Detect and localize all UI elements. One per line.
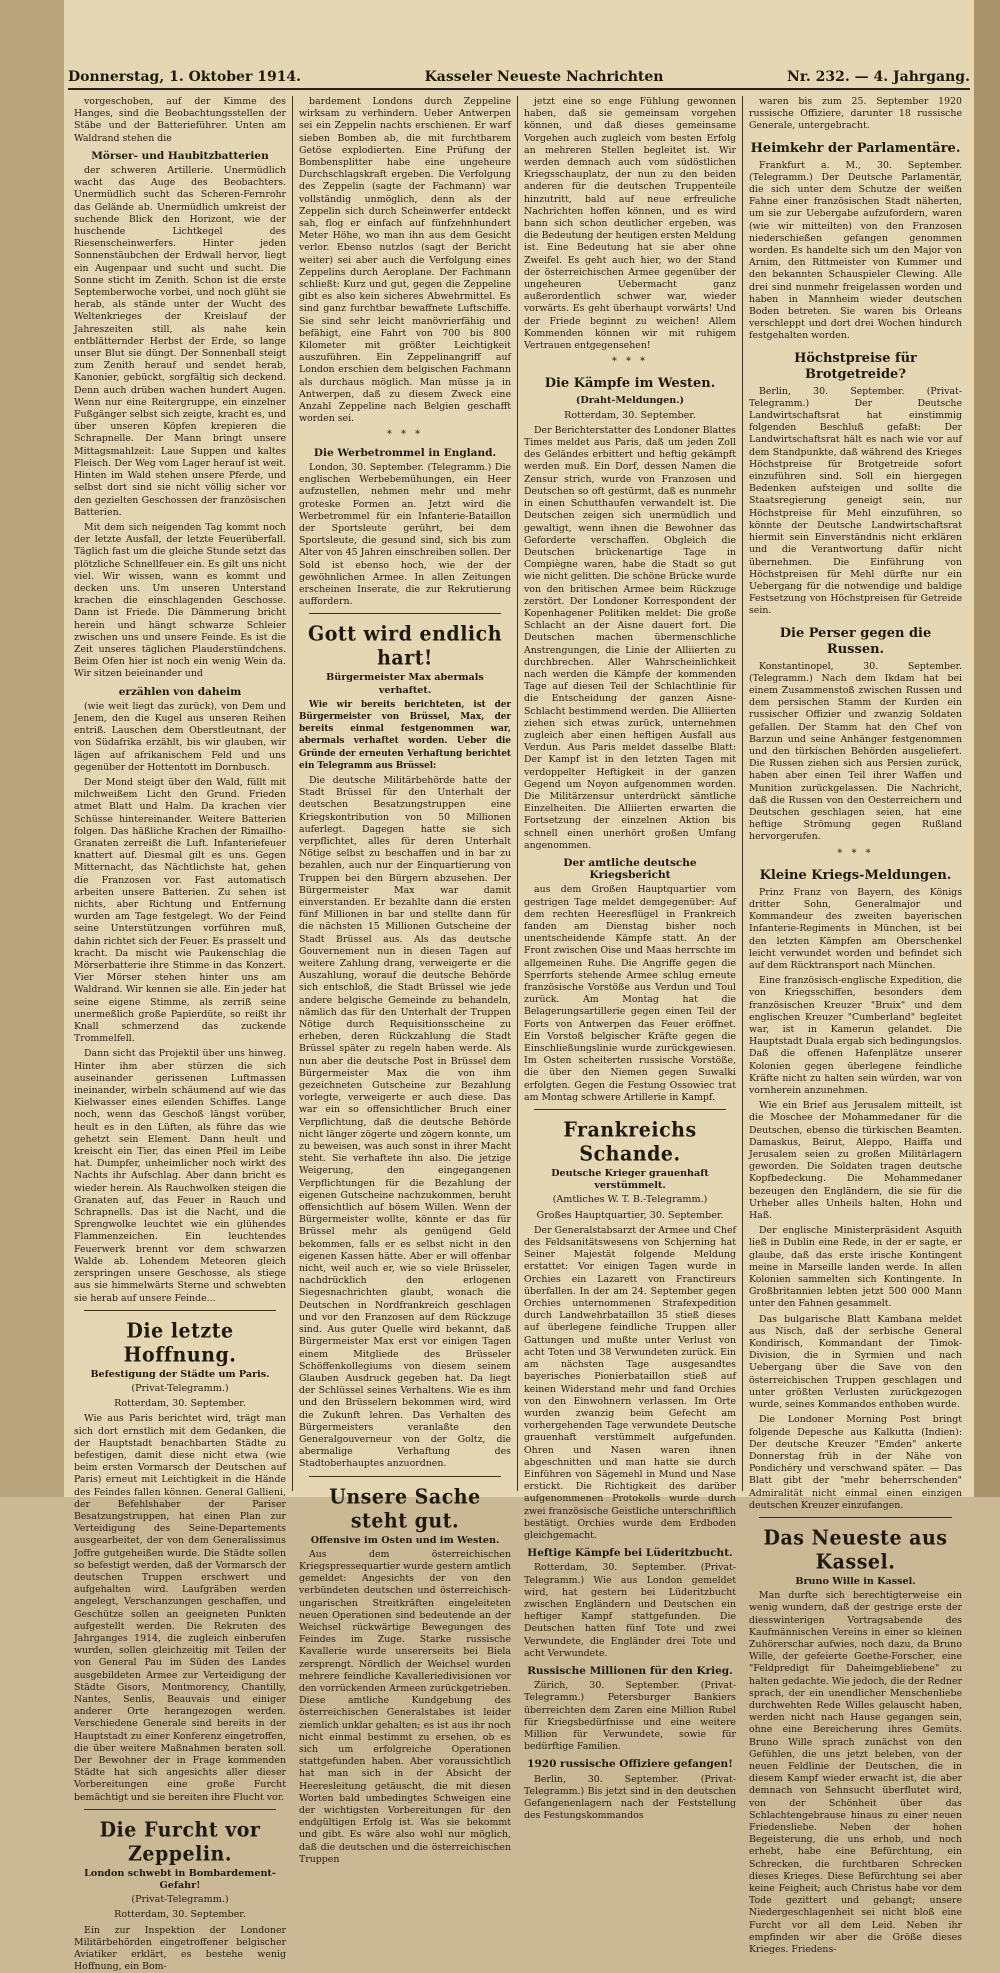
paragraph: Berlin, 30. September. (Privat-Telegramm.) Der Deutsche Landwirtschaftsrat hat einstimmig folgenden Beschluß gefaßt: Der Landwirtschaftsrat hält es nach wie vor auf dem Standpunkte, daß während des Krieges Höchstpreise für Brotgetreide sofort einzuführen sind. Soll ein hiergegen Bedenken aufsteigen und sollte die Staatsregierung geneigt sein, nur Höchstpreise für Mehl einzuführen, so könnte der Deutsche Landwirtschaftsrat hiermit sein Einverständnis nicht erklären und die Verantwortung dafür nicht übernehmen. Die Einführung von Höchstpreisen für Mehl dürfte nur ein Uebergang für die notwendige und baldige Festsetzung von Höchstpreisen für Getreide sein. xyxy=(749,385,962,617)
paragraph: Aus dem österreichischen Kriegspressequartier wurde gestern amtlich gemeldet: Angesichts der von den verbündeten deutschen und österreichisch-ungarischen Streitkräften eingeleiteten neuen Operationen sind bedeutende an der Weichsel rückwärtige Bewegungen des Feindes im Zuge. Starke russische Kavallerie wurde unsererseits bei Biela zersprengt. Nördlich der Weichsel wurden mehrere feindliche Kavalleriedivisionen vor den vorrückenden Armeen zurückgetrieben. Diese amtliche Kundgebung des österreichischen Generalstabes ist leider ziemlich unklar gehalten; es ist aus ihr noch nicht einmal bestimmt zu ersehen, ob es sich um erfolgreiche Operationen stattgefunden haben. Aber voraussichtlich hat man sich in der Absicht der Heeresleitung getäuscht, die mit diesen Worten bald umbedingtes Schweigen eine der wichtigsten Vorbereitungen für den endgültigen Erfolg ist. Was sie bekommt und gibt. Es wäre also wohl nur möglich, daß die deutschen und die österreichischen Truppen xyxy=(299,1548,511,1865)
article-source: (Privat-Telegramm.) xyxy=(131,1382,229,1394)
paragraph: Prinz Franz von Bayern, des Königs dritter Sohn, Generalmajor und Kommandeur des zweiten bayerischen Infanterie-Regiments in München, ist bei den letzten Kämpfen am Oberschenkel leicht verwundet worden und befindet sich auf dem Rücktransport nach München. xyxy=(749,886,962,971)
column-2 xyxy=(293,96,518,1865)
column-4 xyxy=(743,96,968,1956)
divider xyxy=(309,1476,501,1477)
article-headline: Höchstpreise für Brotgetreide? xyxy=(794,350,917,382)
paragraph: Der Berichterstatter des Londoner Blattes Times meldet aus Paris, daß um jeden Zoll des Geländes erbittert und heftig gekämpft werden muß. Ein Dorf, dessen Namen die Zensur strich, wurde von Franzosen und Deutschen so oft gestürmt, daß es nunmehr in einen Schutthaufen verwandelt ist. Die Deutschen zeigen sich unermüdlich und gewaltigt, wenn ihnen die Bewohner das Geforderte verschaffen. Obgleich die Deutschen brückenartige Tage in Compiègne waren, habe die Stadt so gut wie nicht gelitten. Die schöne Brücke wurde von den britischen Armee beim Rückzuge zerstört. Der Londoner Korrespondent der Kopenhagener Politiken meldet: Die große Schlacht an der Aisne dauert fort. Die Deutschen machen übermenschliche Anstrengungen, die Linie der Alliierten zu durchbrechen. Aller Wahrscheinlichkeit nach werden die Kämpfe der kommenden Tage auf diesen Teil der Schlachtlinie für die Entscheidung der ganzen Aisne-Schlacht bestimmend werden. Die Alliierten ziehen sich etwas zurück, unternehmen zugleich aber einen heftigen Ausfall aus Verdun. Aus Paris meldet dasselbe Blatt: Der Kampf ist in den letzten Tagen mit verdoppelter Heftigkeit in der ganzen Gegend um Noyon aufgenommen worden. Die Militärzensur unterdrückt sämtliche Einzelheiten. Die Alliierten erwarten die Fortsetzung der einzelnen Aktion bis schnell einen unerhört großen Umfang angenommen. xyxy=(524,424,736,851)
column-3 xyxy=(518,96,743,1822)
paragraph: bardement Londons durch Zeppeline wirksam zu verhindern. Ueber Antwerpen sei ein Zeppelin nachts erschienen. Er warf sieben Bomben ab, die mit furchtbarem Getöse explodierten. Eine Prüfung der Bombensplitter habe eine ungeheure Durchschlagskraft ergeben. Die Verfolgung des Zeppelin (sagte der Fachmann) war vollständig unmöglich, denn als der Zeppelin sich durch Scheinwerfer entdeckt sah, flog er einfach auf fünfzehnhundert Meter Höhe, wo man ihn aus dem Gesicht verlor. Ebenso nutzlos (sagt der Bericht weiter) sei aber auch die Verfolgung eines Zeppelins durch Aeroplane. Der Fachmann schließt: Kurz und gut, gegen die Zeppeline gibt es also kein sicheres Abwehrmittel. Es sind ganz furchtbar bewaffnete Luftschiffe. Sie sind sehr leicht manövrierfähig und befähigt, eine Fahrt von 700 bis 800 Kilometer mit größter Leichtigkeit auszuführen. Ein Zeppelinangriff auf London erschien dem belgischen Fachmann als durchaus möglich. Man müsse ja in Antwerpen, daß zu diesem Zweck eine Anzahl Zeppeline nach Belgien geschafft worden sei. xyxy=(299,96,511,425)
divider xyxy=(84,1310,276,1311)
subheading: Der amtliche deutsche Kriegsbericht xyxy=(563,856,697,882)
article-deck: Bürgermeister Max abermals verhaftet. xyxy=(326,672,484,696)
divider xyxy=(309,613,501,614)
article-lead: Wie wir bereits berichteten, ist der Bürgermeister von Brüssel, Max, der bereits einmal festgenommen war, abermals verhaftet worden. Ueber die Gründe der erneuten Verhaftung berichtet ein Telegramm aus Brüssel: xyxy=(299,699,511,771)
article-deck: (Draht-Meldungen.) xyxy=(575,395,685,407)
masthead-line xyxy=(68,62,970,90)
paragraph: Der englische Ministerpräsident Asquith ließ in Dublin eine Rede, in der er sagte, er glaube, daß das erste irische Kontingent meine in Marseille landen werde. In allen Kolonien sammelten sich Kontingente. In Großbritannien lebten jetzt 500 000 Mann unter den Fahnen gesammelt. xyxy=(749,1225,962,1310)
article-dateline: Rotterdam, 30. September. xyxy=(564,409,696,421)
columns xyxy=(68,96,970,1973)
page-margin-left xyxy=(0,0,64,1497)
article-headline: Kleine Kriegs-Meldungen. xyxy=(759,867,952,883)
paragraph: Ein zur Inspektion der Londoner Militärbehörden eingetroffener belgischer Aviatiker erklärt, es bestehe wenig Hoffnung, ein Bom- xyxy=(74,1924,286,1973)
article-headline: Gott wird endlich hart! xyxy=(307,622,503,671)
paragraph: Rotterdam, 30. September. (Privat-Telegramm.) Wie aus London gemeldet wird, hat gestern bei Lüderitzbucht zwischen Engländern und Deutschen ein heftiger Kampf stattgefunden. Die Deutschen hatten fünf Tote und zwei Verwundete, die Engländer drei Tote und acht Verwundete. xyxy=(524,1562,736,1659)
paragraph: Das bulgarische Blatt Kambana meldet aus Nisch, daß der serbische General Kondirisch, Kommandant der Timok-Division, die in Syrmien und nach Uebergang über die Save von den österreichischen Truppen geschlagen und unter größten Verlusten zurückgezogen wurde, seines Kommandos enthoben wurde. xyxy=(749,1313,962,1411)
article-headline: Heimkehr der Parlamentäre. xyxy=(750,140,961,156)
paragraph: aus dem Großen Hauptquartier vom gestrigen Tage meldet demgegenüber: Auf dem rechten Heeresflügel in Frankreich fanden am Dienstag bisher noch unentscheidende Kämpfe statt. An der Front zwischen Oise und Maas herrschte im allgemeinen Ruhe. Die Angriffe gegen die Sperrforts stehende Armee schlug erneute französische Vorstöße aus Verdun und Toul zurück. Am Montag hat die Belagerungsartillerie gegen einen Teil der Forts von Antwerpen das Feuer eröffnet. Ein Vorstoß belgischer Kräfte gegen die Einschließungslinie wurde zurückgewiesen. Im Osten scheiterten russische Vorstöße, die über den Niemen gegen Suwalki erfolgten. Gegen die Festung Ossowiec trat am Montag schwere Artillerie in Kampf. xyxy=(524,884,736,1103)
paragraph: London, 30. September. (Telegramm.) Die englischen Werbebemühungen, ein Heer aufzustellen, nehmen mehr und mehr groteske Formen an. Jetzt wird die Werbetrommel für ein Infanterie-Bataillon der Sportsleute gerührt, bei dem Sportsleute, die gesund sind, sich bis zum Alter von 45 Jahren einschreiben sollen. Der Sold ist ebenso hoch, wie der der gewöhnlichen Armee. In allen Zeitungen erscheinen Inserate, die zur Rekrutierung auffordern. xyxy=(299,461,511,608)
subheading: Mörser- und Haubitzbatterien xyxy=(91,149,269,162)
article-headline: Die letzte Hoffnung. xyxy=(123,1318,237,1367)
paragraph: jetzt eine so enge Fühlung gewonnen haben, daß sie gemeinsam vorgehen können, und daß dieses gemeinsame Vorgehen auch zugleich vom besten Erfolg an mehreren Stellen begleitet ist. Wir werden demnach auch vom südöstlichen Kriegsschauplatz, der nun zu den beiden anderen für die deutschen Truppenteile hinzutritt, bald auf neue erfreuliche Nachrichten hoffen können, und es wird bann sich schon deutlicher ergeben, was die Bedeutung der heutigen ersten Meldung ist. Eine Bedeutung hat sie aber ohne Zweifel. Es geht auch hier, wo der Stand der österreichischen Armee gegenüber der ungeheuren Uebermacht ganz außerordentlich schwer war, wieder vorwärts. Es geht überhaupt vorwärts! Und der Friede beginnt zu weichen! Allem Kommenden können wir mit ruhigem Vertrauen entgegensehen! xyxy=(524,96,736,352)
divider xyxy=(759,1517,952,1518)
article-dateline: Rotterdam, 30. September. xyxy=(114,1398,246,1410)
newspaper-title: Kasseler Neueste Nachrichten xyxy=(424,69,664,85)
paragraph: Konstantinopel, 30. September. (Telegramm.) Nach dem Ikdam hat bei einem Zusammenstoß zwischen Russen und dem persischen Stamm der Kurden ein russischer Offizier und zwanzig Soldaten gefallen. Der Stamm hat den Chef von Barzun und seine Anhänger festgenommen und den türkischen Behörden ausgeliefert. Die Russen ziehen sich aus Persien zurück, haben aber einen Teil ihrer Waffen und Munition zurückgelassen. Die Nachricht, daß die Russen von den Oesterreichern und Deutschen geschlagen seien, hat eine heftige Strömung gegen Rußland hervorgerufen. xyxy=(749,660,962,843)
subheading: Russische Millionen für den Krieg. xyxy=(527,1664,733,1677)
column-1 xyxy=(68,96,293,1973)
separator-asterisks: * * * xyxy=(837,847,874,859)
paragraph: vorgeschoben, auf der Kimme des Hanges, sind die Beobachtungsstellen der Stäbe und der Batterieführer. Unten am Waldrand stehen die xyxy=(74,96,286,144)
paragraph: der schweren Artillerie. Unermüdlich wacht das Auge des Beobachters. Unermüdlich sucht das Scheren-Fernrohr das Gelände ab. Unermüdlich umkreist der suchende Blick den Horizont, wie der huschende Lichtkegel des Riesenscheinwerfers. Hinter jeden Sonnenstäubchen der Erdwall hervor, liegt ein Augenpaar und sucht und sucht. Die Sonne sticht im Zenith. Schon ist die erste Septemberwoche vorbei, und noch glüht sie herab, als stände unter der Wucht des Weltenkrieges der Kreislauf der Jahreszeiten still, als nahe kein entblätternder Herbst der Erde, so lange unser Blut sie düngt. Der Sonnenball steigt zum Zenith herauf und sendet herab, Kanonier, gebückt, sorgfältig sich deckend. Denn auch drüben wachen hundert Augen. Wenn nur eine Reitergruppe, ein einzelner Fußgänger selbst sich zeigte, kracht es, und über unseren Köpfen krepieren die Schrapnelle. Der Mann bringt unsere Mittagsmahlzeit: Laue Suppen und kaltes Fleisch. Der Weg vom Lager herauf ist weit. Hinten im Wald stehen unsere Pferde, und selbst dort sind sie nicht völlig sicher vor den gezielten Geschossen der französischen Batterien. xyxy=(74,165,286,518)
article-headline: Frankreichs Schande. xyxy=(563,1117,697,1167)
divider xyxy=(84,1809,276,1810)
paragraph: Man durfte sich berechtigterweise ein wenig wundern, daß der gestrige erste der diesswinterigen Vortragsabende des Kaufmännischen Vereins in einer so kleinen Zuhörerschar aufwies, noch dazu, da Bruno Wille, der gefeierte Goethe-Forscher, eine "Feldpredigt für Daheimgebliebene" zu halten gedachte. Wie jedoch, die der Redner sprach, der ein unendlicher Menschenliebe durchwehten Rede Willes gelauscht haben, werden nicht nach Hause gegangen sein, ohne eine Bereicherung ihres Gemüts. Bruno Wille sprach zunächst von den Gefühlen, die uns jetzt beleben, von der neuen Feldlinie der Deutschen, die in diesem Kampf wieder erwacht ist, die aber demnach von Sehnsucht überflutet wird, von der Schönheit über das Schlachtengebrause hinaus zu einer neuen Friedensliebe. Neben der hohen Begeisterung, die uns erhob, und noch erhebt, habe eine Befürchtung, ein Schrecken, die furchtbaren Schrecken dieses Krieges. Diese Befürchtung sei aber keine Feigheit; auch Christus habe vor dem Tode gezittert und gebangt; unsere Niedergeschlagenheit sei nicht bloß eine Furcht vor all dem Leid. Neben ihr empfinden wir aber die Größe dieses Krieges. Friedens- xyxy=(749,1590,962,1956)
paragraph: (wie weit liegt das zurück), von Dem und Jenem, den die Kugel aus unseren Reihen entriß. Lauschen dem Oberstleutnant, der von Südafrika erzählt, bis wir glauben, wir lägen auf afrikanischem Feld und uns gegenüber der Hottentott im Dornbusch. xyxy=(74,700,286,773)
article-headline: Die Perser gegen die Russen. xyxy=(779,625,932,657)
paragraph: Mit dem sich neigenden Tag kommt noch der letzte Ausfall, der letzte Feuerüberfall. Täglich fast um die gleiche Stunde setzt das plötzliche Schnellfeuer ein. Es gilt uns nicht viel. Wir wissen, wann es kommt und decken uns. Um unseren Unterstand krachen die einschlagenden Geschosse. Dann ist Friede. Die Dämmerung bricht herein und hängt schwarze Schleier zwischen uns und unsere Feinde. Es ist die Zeit unseres täglichen Plauderstündchens. Beim Ofen hier ist noch ein wenig Wein da. Wir sitzen beieinander und xyxy=(74,521,286,680)
paragraph: Berlin, 30. September. (Privat-Telegramm.) Bis jetzt sind in den deutschen Gefangenenlagern nach der Feststellung des Festungskommandos xyxy=(524,1773,736,1822)
separator-asterisks: * * * xyxy=(611,356,649,368)
article-headline: Unsere Sache steht gut. xyxy=(329,1484,481,1533)
article-deck: Befestigung der Städte um Paris. xyxy=(90,1368,270,1380)
subheading: 1920 russische Offiziere gefangen! xyxy=(527,1758,733,1771)
paragraph: Die deutsche Militärbehörde hatte der Stadt Brüssel für den Unterhalt der deutschen Besatzungstruppen eine Kriegskontribution von 50 Millionen auferlegt. Dagegen hatte sie sich verpflichtet, alles für deren Unterhalt Nötige selbst zu beschaffen und in bar zu bezahlen, auch nur der Einquartierung von Truppen bei den Bürgern abzusehen. Der Bürgermeister Max war damit einverstanden. Er bezahlte dann die ersten fünf Millionen in bar und stellte dann für die nächsten 15 Millionen Gutscheine der Stadt Brüssel aus. Als das deutsche Gouvernement nun in diesen Tagen auf weitere Zahlung drang, verweigerte er die Auszahlung, worauf die deutsche Behörde sich entschloß, die Stadt Brüssel wie jede andere belgische Gemeinde zu behandeln, nämlich das für den Unterhalt der Truppen Nötige durch Requisitionsscheine zu erheben, deren Rückzahlung die Stadt Brüssel später zu regeln haben werde. Als nun aber die deutsche Post in Brüssel dem Bürgermeister Max die von ihm gezeichneten Gutscheine zur Bezahlung vorlegte, verweigerte er auch diese. Das war ein so offensichtlicher Bruch einer Verpflichtung, daß die deutsche Behörde nicht länger zögerte und zögern konnte, um zu beweisen, was auch sonst in ihrer Macht steht. Sie verhaftete ihn also. Die jetzige Weigerung, den eingegangenen Verpflichtungen für die Bezahlung der eigenen Gutscheine nachzukommen, beruht offensichtlich auf bösem Willen. Wenn der Bürgermeister wollte, könnte er das für Brüssel mehr als genügend Geld bekommen, falls er es selbst nicht in den eigenen Kassen hätte. Aber er will offenbar nicht, weil auch er, wie so viele Brüsseler, nachdrücklich den erlogenen Siegesnachrichten glaubt, wonach die Deutschen in Nordfrankreich geschlagen und vor den Franzosen auf dem Rückzuge sind. Aus guter Quelle wird bekannt, daß Bürgermeister Max erst vor einigen Tagen einem Mitgliede des Brüsseler Schöffenkollegiums von diesem seinem Glauben Ausdruck gegeben hat. Da liegt der Schlüssel seines Verhaltens. Wie es ihm und den Brüsselern bekommen wird, wird die Zukunft lehren. Das Verhalten des Bürgermeisters veranlaßte den Generalgouverneur von der Goltz, die abermalige Verhaftung des Stadtoberhauptes anzuordnen. xyxy=(299,774,511,1470)
article-source: (Amtliches W. T. B.-Telegramm.) xyxy=(552,1194,708,1206)
paragraph: Wie aus Paris berichtet wird, trägt man sich dort ernstlich mit dem Gedanken, die der Hauptstadt benachbarten Städte zu befestigen, damit diese nicht etwa (wie beim ersten Vormarsch der Deutschen auf Paris) erneut mit Leichtigkeit in die Hände des Feindes fallen können. General Gallieni, der Befehlshaber der Pariser Besatzungstruppen, hat einen Plan zur Verteidigung des Seine-Departements ausgearbeitet, der von dem Generalissimus Joffre gutgeheißen wurde. Die Städte sollen so befestigt werden, daß der Vormarsch der deutschen Truppen erschwert und aufgehalten wird. Laufgräben werden angelegt, Verschanzungen geschaffen, und Geschütze sollen an geeigneten Punkten aufgestellt werden. Die Rekruten des Jahrganges 1914, die zugleich einberufen wurden, sollen gleichzeitig mit Teilen der von General Pau im Süden des Landes ausgebildeten Armee zur Verteidigung der Städte Gisors, Montmorency, Chantilly, Nantes, Senlis, Beauvais und einiger anderer Orte herangezogen werden. Verschiedene Generale sind bereits in der Hauptstadt zu einer Konferenz eingetroffen, die über weitere Maßnahmen beraten soll. Der Bewohner der in Frage kommenden Städte hat sich angesichts aller dieser Vorbereitungen eine große Furcht bemächtigt und sie bereiten ihre Flucht vor. xyxy=(74,1413,286,1803)
paragraph: Der Generalstabsarzt der Armee und Chef des Feldsanitätswesens von Schjerning hat Seiner Majestät folgende Meldung erstattet: Vor einigen Tagen wurde in Orchies ein Lazarett von Franctireurs überfallen. In der am 24. September gegen Orchies unternommenen Strafexpedition durch Landwehrbataillon 35 stieß dieses auf überlegene feindliche Truppen aller Gattungen und mußte unter Verlust von acht Toten und 38 Verwundeten zurück. Ein am nächsten Tage ausgesandtes bayerisches Pionierbataillon stieß auf keinen Widerstand mehr und fand Orchies von den Einwohnern verlassen. Im Orte wurden zwanzig beim Gefecht am vorhergehenden Tage verwundete Deutsche grauenhaft verstümmelt aufgefunden. Ohren und Nasen waren ihnen abgeschnitten und man hatte sie durch Einführen von Sägemehl in Mund und Nase erstickt. Die Richtigkeit des darüber aufgenommenen Protokolls wurde durch zwei französische Geistliche unterschriftlich bestätigt. Orchies wurde dem Erdboden gleichgemacht. xyxy=(524,1224,736,1541)
issue-date: Donnerstag, 1. Oktober 1914. xyxy=(68,69,302,85)
paragraph: Dann sicht das Projektil über uns hinweg. Hinter ihm aber stürzen die sich auseinander gerissenen Luftmassen ineinander, wirbeln schäumend auf wie das Kielwasser eines eilenden Schiffes. Lange noch, wenn das Geschoß längst vorüber, heult es in den Lüften, als führe das wie gehetzt sein Element. Dann heult und kreischt ein Tier, das einen Pfeil im Leibe hat. Dumpfer, unheimlicher noch wirkt des Nachts ihr Aufschlag. Aber dann bricht es wieder herein. Als Rauchwolken steigen die Granaten auf, das Feuer in Rauch und Schrapnells. Das ist die Nacht, und die Sprengwolke leuchtet wie ein glühendes Flammenzeichen. Ein leuchtendes Feuerwerk brennt vor dem schwarzen Walde ab. Lohendem Meteoren gleich zerspringen unsere Geschosse, als stiege aus sie himmelwärts Sterne und schwebten sie herab auf unsere Feinde... xyxy=(74,1048,286,1304)
paragraph: Der Mond steigt über den Wald, füllt mit milchweißem Licht den Grund. Frieden atmet Blatt und Halm. Da krachen vier Schüsse hintereinander. Weitere Batterien folgen. Das häßliche Krachen der Rimailho-Granaten zerreißt die Luft. Infanteriefeuer knattert auf. Diesmal gilt es uns. Gegen Mitternacht, das Nächtlichste hat, gehen die Franzosen vor. Fast automatisch arbeiten unsere Batterien. Zu sehen ist nichts, aber Richtung und Entfernung wurden am Tage festgelegt. Wo der Feind seine Unterstützungen vorführen muß, dahin richtet sich der Feuer. Es prasselt und kracht. Da mischt wie Paukenschlag die Mörserbatterie ihre Stimme in das Konzert. Vier Mörser stehen hinter uns am Waldrand. Wir kennen sie alle. Ein jeder hat seine eigene Stimme, als zerriß seine unermeßlich große Papierdüte, so reißt ihr Knall schmerzend das zuckende Trommelfell. xyxy=(74,776,286,1045)
article-headline: Die Furcht vor Zeppelin. xyxy=(99,1817,261,1867)
paragraph: Die Londoner Morning Post bringt folgende Depesche aus Kalkutta (Indien): Der deutsche Kreuzer "Emden" ankerte Donnerstag früh in der Nähe von Pondichéry und verschwand später. — Das Blatt gibt der "mehr beherrschenden" Admiralität nicht einmal einen einzigen deutschen Kreuzer einzufangen. xyxy=(749,1414,962,1511)
article-headline: Das Neueste aus Kassel. xyxy=(763,1525,948,1575)
page-margin-right xyxy=(974,0,1000,1497)
article-dateline: Rotterdam, 30. September. xyxy=(114,1909,246,1921)
paragraph: Zürich, 30. September. (Privat-Telegramm.) Petersburger Bankiers überreichten dem Zaren eine Million Rubel für Kriegsbedürfnisse und eine weitere Million für Verwundete, sowie für bedürftige Familien. xyxy=(524,1680,736,1753)
article-deck: Bruno Wille in Kassel. xyxy=(795,1575,916,1587)
article-deck: Offensive im Osten und im Westen. xyxy=(310,1534,500,1546)
subheading: Heftige Kämpfe bei Lüderitzbucht. xyxy=(527,1547,733,1560)
article-headline: Die Kämpfe im Westen. xyxy=(544,376,716,392)
article-dateline: Großes Hauptquartier, 30. September. xyxy=(536,1209,724,1221)
paragraph: Eine französisch-englische Expedition, die von Kriegsschiffen, besonders dem französischen Kreuzer "Bruix" und dem englischen Kreuzer "Cumberland" begleitet war, ist in Kamerun gelandet. Die Hauptstadt Duala ergab sich bedingungslos. Daß die offenen Hafenplätze unserer Kolonien gegen überlegene feindliche Kräfte nicht zu halten sein würden, war von vornherein anzunehmen. xyxy=(749,975,962,1097)
subheading: erzählen von daheim xyxy=(118,685,242,698)
article-deck: Deutsche Krieger grauenhaft verstümmelt. xyxy=(551,1168,709,1192)
subheading: Die Werbetrommel in England. xyxy=(313,446,497,459)
article-source: (Privat-Telegramm.) xyxy=(131,1894,229,1906)
article-deck: London schwebt in Bombardement-Gefahr! xyxy=(84,1867,276,1892)
paragraph: Wie ein Brief aus Jerusalem mitteilt, ist die Moschee der Mohammedaner für die Deutschen, ebenso die türkischen Beamten. Damaskus, Beirut, Aleppo, Haiffa und Jerusalem seien zu großen Militärlagern geworden. Die Soldaten tragen deutsche Kopfbedeckung. Die Mohammedaner bezeugen den Engländern, die sie für die Urheber alles Unheils halten, Hohn und Haß. xyxy=(749,1100,962,1222)
issue-number: Nr. 232. — 4. Jahrgang. xyxy=(787,69,970,85)
separator-asterisks: * * * xyxy=(386,429,424,441)
divider xyxy=(534,1109,726,1110)
paragraph: waren bis zum 25. September 1920 russische Offiziere, darunter 18 russische Generale, untergebracht. xyxy=(749,96,962,132)
paragraph: Frankfurt a. M., 30. September. (Telegramm.) Der Deutsche Parlamentär, die sich unter dem Schutze der weißen Fahne einer französischen Stadt näherten, um sie zur Uebergabe aufzufordern, waren (wie wir mitteilten) von den Franzosen niederschießen gefangen genommen worden. Es handelte sich um den Major von Arnim, den Rittmeister von Kummer und den bekannten Schauspieler Clewing. Alle drei sind nunmehr freigelassen worden und haben in Mannheim wieder deutschen Boden betreten. Sie waren bis Orleans verschleppt und dort drei Wochen hindurch festgehalten worden. xyxy=(749,159,962,342)
